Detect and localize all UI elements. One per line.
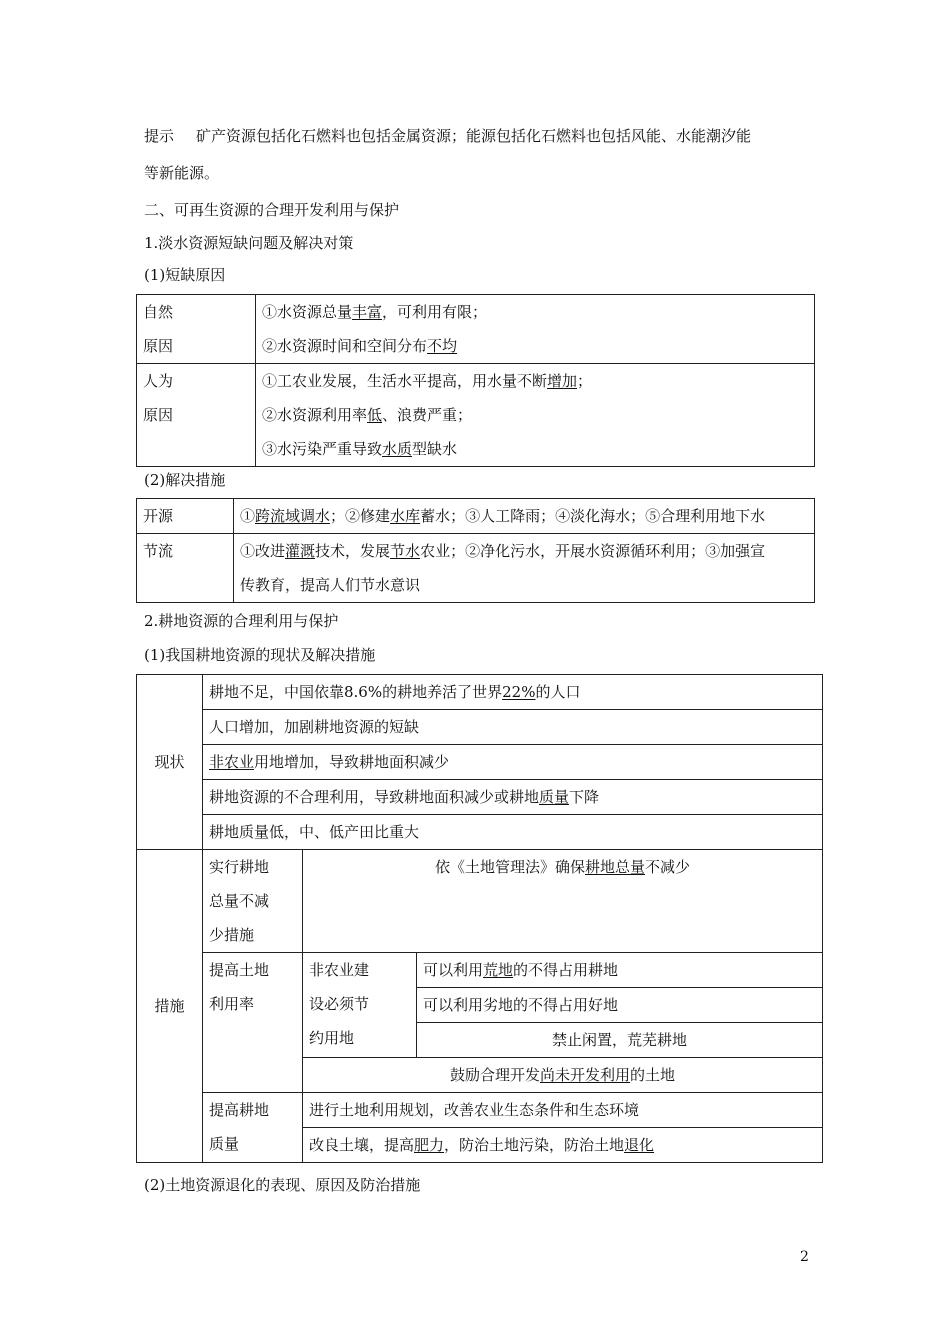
utilization-item: 可以利用荒地的不得占用耕地	[417, 953, 823, 988]
table-row	[137, 850, 823, 953]
hint-label: 提示	[144, 127, 175, 145]
measure-total-content: 依《土地管理法》确保耕地总量不减少	[303, 850, 823, 953]
table-row	[137, 815, 823, 850]
hint-line-2: 等新能源。	[144, 164, 220, 182]
measure-total-label: 实行耕地 总量不减 少措施	[203, 850, 303, 953]
table-row	[137, 1093, 823, 1128]
measure-utilization-label: 提高土地 利用率	[203, 953, 303, 1093]
utilization-item: 鼓励合理开发尚未开发利用的土地	[303, 1058, 823, 1093]
subheading-farmland-status: (1)我国耕地资源的现状及解决措施	[144, 646, 376, 664]
hint-line-1	[144, 126, 751, 146]
page-number: 2	[800, 1249, 809, 1265]
measure-label: 措施	[137, 850, 203, 1163]
subsection-title-farmland: 2.耕地资源的合理利用与保护	[144, 612, 339, 630]
subsection-title-water: 1.淡水资源短缺问题及解决对策	[144, 234, 354, 252]
farmland-table	[136, 674, 823, 1163]
section-title: 二、可再生资源的合理开发利用与保护	[144, 201, 400, 219]
quality-item: 改良土壤，提高肥力，防治土地污染，防治土地退化	[303, 1128, 823, 1163]
status-item: 人口增加，加剧耕地资源的短缺	[203, 710, 823, 745]
subheading-degradation: (2)土地资源退化的表现、原因及防治措施	[144, 1176, 421, 1194]
table-row	[137, 295, 815, 364]
quality-item: 进行土地利用规划，改善农业生态条件和生态环境	[303, 1093, 823, 1128]
status-item: 耕地不足，中国依靠8.6%的耕地养活了世界22%的人口	[203, 675, 823, 710]
human-cause-label: 人为 原因	[137, 364, 256, 467]
save-water-content: ①改进灌溉技术，发展节水农业；②净化污水，开展水资源循环利用；③加强宣 传教育，提高人们节水意识	[234, 534, 815, 603]
save-water-label: 节流	[137, 534, 234, 603]
utilization-item: 禁止闲置，荒芜耕地	[417, 1023, 823, 1058]
subheading-shortage-causes: (1)短缺原因	[144, 266, 226, 284]
table-row	[137, 534, 815, 603]
measure-quality-label: 提高耕地 质量	[203, 1093, 303, 1163]
natural-cause-content: ①水资源总量丰富，可利用有限； ②水资源时间和空间分布不均	[256, 295, 815, 364]
table-row	[137, 780, 823, 815]
open-source-content: ①跨流域调水；②修建水库蓄水；③人工降雨；④淡化海水；⑤合理利用地下水	[234, 499, 815, 534]
water-measures-table	[136, 498, 815, 603]
status-item: 耕地质量低，中、低产田比重大	[203, 815, 823, 850]
status-item: 耕地资源的不合理利用，导致耕地面积减少或耕地质量下降	[203, 780, 823, 815]
hint-text: 矿产资源包括化石燃料也包括金属资源；能源包括化石燃料也包括风能、水能潮汐能	[196, 127, 752, 145]
natural-cause-label: 自然 原因	[137, 295, 256, 364]
human-cause-content: ①工农业发展，生活水平提高，用水量不断增加； ②水资源利用率低、浪费严重； ③水污染严重导致水质型缺水	[256, 364, 815, 467]
status-label: 现状	[137, 675, 203, 850]
utilization-item: 可以利用劣地的不得占用好地	[417, 988, 823, 1023]
table-row	[137, 675, 823, 710]
table-row	[137, 745, 823, 780]
table-row	[137, 364, 815, 467]
status-item: 非农业用地增加，导致耕地面积减少	[203, 745, 823, 780]
shortage-causes-table	[136, 294, 815, 467]
table-row	[137, 953, 823, 988]
table-row	[137, 710, 823, 745]
non-agri-land-label: 非农业建 设必须节 约用地	[303, 953, 417, 1058]
table-row	[137, 499, 815, 534]
subheading-measures: (2)解决措施	[144, 471, 226, 489]
open-source-label: 开源	[137, 499, 234, 534]
